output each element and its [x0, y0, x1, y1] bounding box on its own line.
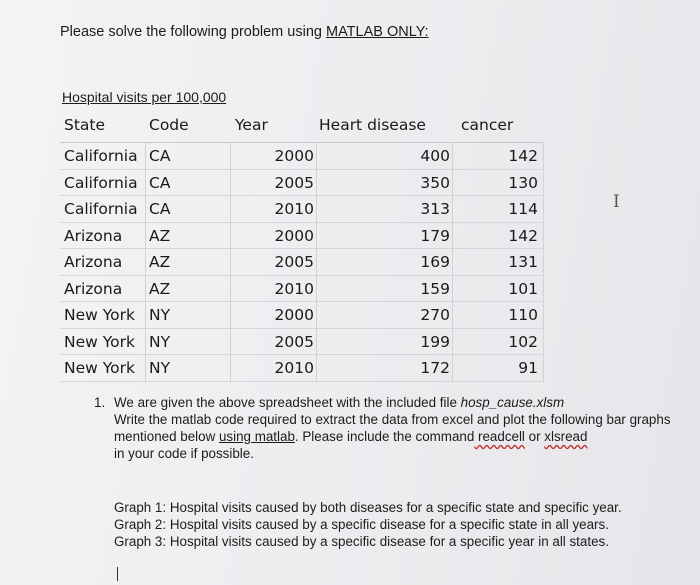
- instruction-line: [60, 24, 429, 40]
- filename: hosp_cause.xlsm: [460, 395, 565, 410]
- cell-cancer: 114: [508, 200, 538, 218]
- table-row: [60, 196, 544, 223]
- cell-cancer: 102: [508, 332, 538, 351]
- column-divider: [145, 142, 146, 382]
- cell-code: AZ: [149, 253, 171, 271]
- graph-list: [114, 499, 622, 550]
- cell-cancer: 142: [508, 226, 538, 245]
- cell-heart: 199: [420, 332, 450, 351]
- cell-code: AZ: [149, 226, 171, 245]
- cell-cancer: 131: [508, 253, 538, 271]
- cell-year: 2000: [274, 147, 314, 165]
- or-text: or: [524, 429, 545, 444]
- table-header-row: [60, 110, 544, 143]
- cell-code: CA: [149, 200, 171, 218]
- column-divider: [316, 142, 317, 382]
- cell-code: CA: [149, 173, 171, 192]
- instruction-text: Please solve the following problem using: [60, 24, 326, 40]
- cell-code: NY: [149, 306, 171, 324]
- cell-state: New York: [64, 359, 135, 377]
- cell-cancer: 130: [508, 173, 538, 192]
- question-line-2: Write the matlab code required to extract the data from excel and plot the following bar graphs mentioned below: [114, 412, 671, 444]
- cell-heart: 179: [420, 226, 450, 245]
- cell-code: CA: [149, 147, 171, 165]
- cell-year: 2005: [274, 173, 314, 192]
- cell-state: Arizona: [64, 253, 123, 271]
- cell-state: Arizona: [64, 226, 123, 245]
- cell-cancer: 101: [508, 279, 538, 298]
- column-divider: [543, 142, 544, 382]
- column-divider: [230, 142, 231, 382]
- graph-3-text: Graph 3: Hospital visits caused by a specific disease for a specific year in all states.: [114, 534, 609, 549]
- header-state: State: [64, 116, 106, 134]
- cell-heart: 270: [420, 306, 450, 324]
- cell-cancer: 142: [508, 147, 538, 165]
- cell-cancer: 110: [508, 306, 538, 324]
- table-row: [60, 329, 544, 356]
- column-divider: [452, 142, 453, 382]
- using-matlab-link: using matlab: [218, 429, 295, 444]
- header-heart-disease: Heart disease: [319, 116, 426, 134]
- table-row: [60, 355, 544, 382]
- cell-heart: 313: [420, 200, 450, 218]
- table-title: Hospital visits per 100,000: [62, 89, 227, 105]
- question-number: 1.: [94, 395, 106, 410]
- cell-year: 2000: [274, 306, 314, 324]
- table-body: [60, 143, 544, 382]
- cell-code: NY: [149, 332, 171, 351]
- cell-state: New York: [64, 332, 135, 351]
- matlab-only-emphasis: MATLAB ONLY:: [325, 24, 429, 40]
- cell-heart: 172: [420, 359, 450, 377]
- question-text: [114, 394, 694, 462]
- table-row: [60, 276, 544, 303]
- cell-year: 2005: [274, 332, 314, 351]
- question-1: [94, 394, 694, 462]
- cell-year: 2010: [274, 359, 314, 377]
- cell-heart: 350: [420, 173, 450, 192]
- cell-heart: 169: [420, 253, 450, 271]
- table-row: [60, 170, 544, 197]
- question-line-3: . Please include the command: [294, 429, 475, 444]
- table-row: [60, 223, 544, 250]
- text-cursor-icon: I: [613, 192, 620, 212]
- header-code: Code: [149, 116, 189, 134]
- cell-state: Arizona: [64, 279, 123, 298]
- graph-2-text: Graph 2: Hospital visits caused by a specific disease for a specific state in all years.: [114, 517, 609, 532]
- table-row: [60, 143, 544, 170]
- cell-heart: 159: [420, 279, 450, 298]
- readcell-command: readcell: [474, 429, 525, 444]
- cell-heart: 400: [420, 147, 450, 165]
- header-cancer: cancer: [461, 116, 514, 134]
- graph-1-text: Graph 1: Hospital visits caused by both diseases for a specific state and specific year.: [114, 500, 622, 515]
- table-row: [60, 249, 544, 276]
- question-line-1: We are given the above spreadsheet with the included file: [114, 395, 461, 410]
- cell-year: 2005: [274, 253, 314, 271]
- cell-code: NY: [149, 359, 171, 377]
- xlsread-command: xlsread: [544, 429, 588, 444]
- header-year: Year: [235, 116, 268, 134]
- question-block: [94, 394, 694, 462]
- cell-code: AZ: [149, 279, 171, 298]
- text-caret: [117, 567, 118, 581]
- cell-year: 2010: [274, 279, 314, 298]
- cell-state: California: [64, 147, 138, 165]
- cell-year: 2000: [274, 226, 314, 245]
- cell-year: 2010: [274, 200, 314, 218]
- cell-state: California: [64, 173, 138, 192]
- cell-state: California: [64, 200, 138, 218]
- table-row: [60, 302, 544, 329]
- spreadsheet-table: [60, 110, 544, 382]
- question-line-4: in your code if possible.: [114, 446, 254, 461]
- cell-state: New York: [64, 306, 135, 324]
- cell-cancer: 91: [518, 359, 538, 377]
